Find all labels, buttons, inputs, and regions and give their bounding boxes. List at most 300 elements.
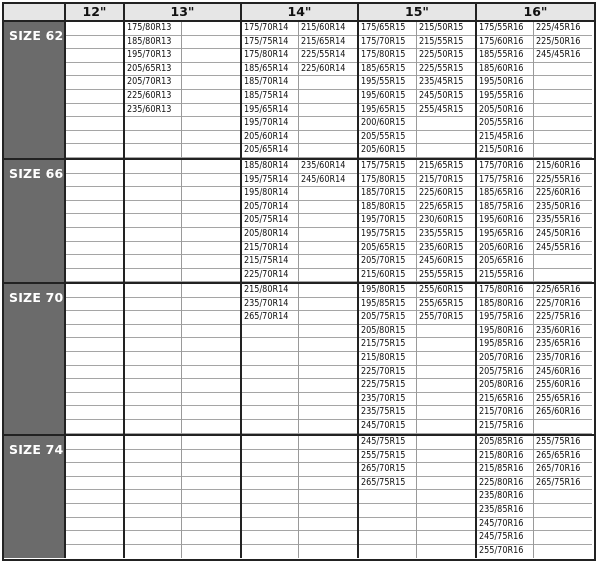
tire-size-cell	[125, 76, 181, 90]
empty-cell	[417, 352, 475, 366]
tire-size-text: 225/60R16	[536, 187, 581, 199]
tire-size-cell	[534, 284, 592, 298]
tire-size-text: 215/70R14	[244, 241, 289, 253]
empty-cell	[66, 450, 123, 464]
tire-size-text: 205/70R14	[244, 200, 289, 212]
empty-cell	[66, 201, 123, 215]
tire-size-cell	[242, 36, 298, 50]
tire-size-cell	[534, 379, 592, 393]
tire-size-cell	[242, 284, 298, 298]
empty-cell	[299, 463, 357, 477]
tire-size-text: 195/75R16	[479, 311, 524, 323]
column-12in	[66, 160, 125, 282]
tire-size-text: 245/60R16	[536, 365, 581, 377]
tire-size-cell	[242, 255, 298, 269]
tire-size-cell	[299, 63, 357, 77]
empty-cell	[182, 406, 240, 420]
column-16in	[477, 22, 594, 158]
empty-cell	[182, 504, 240, 518]
tire-size-cell	[477, 406, 533, 420]
tire-size-cell	[359, 406, 416, 420]
empty-cell	[359, 490, 416, 504]
tire-size-text: 175/70R14	[244, 22, 289, 33]
empty-cell	[417, 531, 475, 545]
empty-cell	[299, 255, 357, 269]
tire-size-text: 235/75R15	[361, 406, 406, 418]
empty-cell	[125, 545, 181, 559]
tire-size-cell	[242, 49, 298, 63]
tire-size-text: 205/80R14	[244, 228, 289, 239]
empty-cell	[242, 436, 298, 450]
tire-size-cell	[534, 36, 592, 50]
empty-cell	[534, 104, 592, 118]
tire-size-cell	[534, 338, 592, 352]
empty-cell	[534, 545, 592, 559]
tire-size-cell	[477, 490, 533, 504]
tire-size-cell	[417, 90, 475, 104]
empty-cell	[182, 463, 240, 477]
column-12in	[66, 284, 125, 434]
tire-size-text: 175/75R14	[244, 35, 289, 47]
sub-column	[242, 160, 299, 282]
empty-cell	[66, 518, 123, 532]
sub-column	[299, 22, 357, 158]
tire-size-cell	[477, 160, 533, 174]
tire-size-cell	[359, 420, 416, 434]
tire-size-cell	[417, 174, 475, 188]
tire-size-cell	[299, 36, 357, 50]
empty-cell	[242, 531, 298, 545]
empty-cell	[125, 450, 181, 464]
sub-column	[477, 160, 534, 282]
tire-size-text: 235/65R16	[536, 338, 581, 350]
tire-size-cell	[299, 160, 357, 174]
empty-cell	[66, 311, 123, 325]
sub-column	[534, 160, 592, 282]
empty-cell	[125, 338, 181, 352]
tire-size-cell	[359, 393, 416, 407]
tire-size-cell	[417, 242, 475, 256]
tire-size-cell	[534, 393, 592, 407]
empty-cell	[534, 144, 592, 158]
empty-cell	[242, 545, 298, 559]
header-row	[4, 4, 594, 22]
empty-cell	[299, 325, 357, 339]
empty-cell	[182, 298, 240, 312]
empty-cell	[299, 311, 357, 325]
tire-size-text: 235/70R16	[536, 352, 581, 363]
empty-cell	[299, 420, 357, 434]
empty-cell	[66, 76, 123, 90]
empty-cell	[299, 298, 357, 312]
empty-cell	[182, 436, 240, 450]
tire-size-text: 235/45R15	[419, 76, 464, 88]
column-12in	[66, 436, 125, 558]
tire-size-cell	[242, 160, 298, 174]
tire-size-text: 215/60R16	[536, 160, 581, 171]
tire-size-text: 255/65R15	[419, 297, 464, 309]
empty-cell	[299, 187, 357, 201]
empty-cell	[417, 379, 475, 393]
tire-size-cell	[477, 366, 533, 380]
size-label: SIZE 66	[9, 166, 64, 181]
empty-cell	[125, 144, 181, 158]
tire-size-text: 185/80R16	[479, 297, 524, 309]
tire-size-text: 255/75R15	[361, 449, 406, 461]
tire-size-cell	[242, 131, 298, 145]
tire-size-text: 205/75R15	[361, 311, 406, 323]
tire-size-cell	[534, 242, 592, 256]
tire-size-text: 195/85R16	[479, 338, 524, 350]
tire-size-text: 225/60R15	[419, 187, 464, 199]
tire-size-cell	[242, 90, 298, 104]
sub-column	[417, 284, 475, 434]
tire-size-cell	[477, 463, 533, 477]
empty-cell	[417, 406, 475, 420]
tire-size-text: 205/65R13	[127, 62, 172, 74]
tire-size-text: 195/60R15	[361, 90, 406, 101]
tire-size-cell	[125, 104, 181, 118]
empty-cell	[182, 160, 240, 174]
tire-size-text: 235/55R16	[536, 214, 581, 226]
empty-cell	[66, 269, 123, 283]
sub-column	[477, 436, 534, 558]
empty-cell	[125, 325, 181, 339]
tire-size-cell	[242, 228, 298, 242]
tire-size-text: 175/70R15	[361, 35, 406, 47]
empty-cell	[299, 76, 357, 90]
empty-cell	[534, 63, 592, 77]
tire-size-text: 205/75R14	[244, 214, 289, 226]
column-14in	[242, 160, 359, 282]
tire-size-text: 215/75R14	[244, 255, 289, 267]
empty-cell	[182, 63, 240, 77]
empty-cell	[66, 298, 123, 312]
empty-cell	[299, 393, 357, 407]
empty-cell	[182, 393, 240, 407]
column-13in	[125, 436, 242, 558]
tire-size-text: 235/50R16	[536, 200, 581, 212]
tire-size-text: 195/65R14	[244, 103, 289, 115]
tire-size-text: 195/60R16	[479, 214, 524, 226]
empty-cell	[66, 131, 123, 145]
tire-size-text: 215/60R14	[301, 22, 346, 33]
tire-size-text: 205/60R16	[479, 241, 524, 253]
tire-size-cell	[359, 131, 416, 145]
tire-size-cell	[359, 436, 416, 450]
empty-cell	[125, 160, 181, 174]
empty-cell	[242, 450, 298, 464]
tire-size-cell	[359, 311, 416, 325]
sub-column	[242, 436, 299, 558]
empty-cell	[299, 214, 357, 228]
tire-size-cell	[417, 228, 475, 242]
tire-size-cell	[359, 338, 416, 352]
empty-cell	[66, 406, 123, 420]
tire-size-cell	[125, 90, 181, 104]
tire-size-cell	[359, 174, 416, 188]
sub-column	[125, 284, 182, 434]
size-label: SIZE 62	[9, 28, 64, 43]
tire-size-text: 205/65R14	[244, 144, 289, 156]
empty-cell	[182, 311, 240, 325]
empty-cell	[299, 518, 357, 532]
sub-column	[66, 284, 123, 434]
empty-cell	[299, 90, 357, 104]
empty-cell	[66, 160, 123, 174]
tire-size-cell	[477, 420, 533, 434]
empty-cell	[182, 242, 240, 256]
empty-cell	[66, 436, 123, 450]
empty-cell	[417, 490, 475, 504]
tire-size-cell	[477, 214, 533, 228]
empty-cell	[299, 201, 357, 215]
empty-cell	[359, 518, 416, 532]
sub-column	[66, 160, 123, 282]
tire-size-cell	[417, 160, 475, 174]
tire-size-text: 185/80R15	[361, 200, 406, 212]
tire-size-cell	[359, 104, 416, 118]
tire-size-cell	[477, 450, 533, 464]
tire-size-cell	[477, 104, 533, 118]
tire-size-text: 230/60R15	[419, 214, 464, 226]
empty-cell	[182, 131, 240, 145]
empty-cell	[299, 144, 357, 158]
header-corner	[4, 4, 66, 20]
tire-size-cell	[477, 298, 533, 312]
tire-size-cell	[359, 201, 416, 215]
sub-column	[534, 22, 592, 158]
tire-size-cell	[477, 63, 533, 77]
tire-size-cell	[242, 311, 298, 325]
tire-size-cell	[417, 76, 475, 90]
empty-cell	[534, 255, 592, 269]
column-14in	[242, 436, 359, 558]
empty-cell	[182, 22, 240, 36]
empty-cell	[182, 174, 240, 188]
tire-size-text: 205/55R15	[361, 130, 406, 142]
empty-cell	[125, 366, 181, 380]
empty-cell	[182, 36, 240, 50]
empty-cell	[242, 352, 298, 366]
empty-cell	[359, 504, 416, 518]
tire-size-text: 195/65R15	[361, 103, 406, 115]
tire-size-cell	[359, 269, 416, 283]
tire-size-cell	[417, 298, 475, 312]
tire-size-text: 195/50R16	[479, 76, 524, 88]
tire-size-text: 215/85R16	[479, 463, 524, 475]
tire-size-cell	[359, 352, 416, 366]
size-label-cell	[4, 284, 66, 434]
empty-cell	[125, 490, 181, 504]
tire-size-cell	[534, 436, 592, 450]
empty-cell	[534, 490, 592, 504]
empty-cell	[125, 531, 181, 545]
empty-cell	[66, 284, 123, 298]
empty-cell	[182, 187, 240, 201]
tire-size-text: 205/60R14	[244, 130, 289, 142]
tire-size-text: 205/50R16	[479, 103, 524, 115]
empty-cell	[182, 269, 240, 283]
tire-size-text: 265/60R16	[536, 406, 581, 418]
tire-size-cell	[359, 63, 416, 77]
tire-size-text: 195/65R16	[479, 228, 524, 239]
empty-cell	[125, 117, 181, 131]
tire-size-cell	[477, 187, 533, 201]
tire-size-text: 215/65R15	[419, 160, 464, 171]
empty-cell	[182, 117, 240, 131]
empty-cell	[125, 393, 181, 407]
tire-size-text: 185/65R16	[479, 187, 524, 199]
empty-cell	[125, 436, 181, 450]
empty-cell	[66, 187, 123, 201]
tire-size-cell	[534, 298, 592, 312]
tire-size-cell	[359, 187, 416, 201]
tire-size-cell	[534, 477, 592, 491]
empty-cell	[534, 518, 592, 532]
empty-cell	[534, 131, 592, 145]
tire-size-cell	[477, 174, 533, 188]
empty-cell	[66, 255, 123, 269]
empty-cell	[125, 174, 181, 188]
tire-size-cell	[534, 214, 592, 228]
header-16in: 16"	[523, 4, 548, 19]
tire-size-cell	[359, 160, 416, 174]
tire-size-cell	[477, 117, 533, 131]
size-label-cell	[4, 436, 66, 558]
column-13in	[125, 160, 242, 282]
tire-size-cell	[417, 255, 475, 269]
sub-column	[534, 436, 592, 558]
sub-column	[242, 284, 299, 434]
tire-size-text: 185/65R14	[244, 62, 289, 74]
sub-column	[417, 160, 475, 282]
tire-size-cell	[477, 90, 533, 104]
tire-size-cell	[534, 187, 592, 201]
tire-size-cell	[242, 22, 298, 36]
tire-size-text: 215/65R14	[301, 35, 346, 47]
empty-cell	[299, 366, 357, 380]
empty-cell	[417, 518, 475, 532]
tire-size-text: 225/55R14	[301, 49, 346, 61]
empty-cell	[242, 393, 298, 407]
empty-cell	[66, 420, 123, 434]
tire-size-text: 195/85R15	[361, 297, 406, 309]
column-16in	[477, 436, 594, 558]
tire-size-text: 175/75R15	[361, 160, 406, 171]
tire-size-text: 215/60R15	[361, 268, 406, 280]
tire-size-cell	[417, 187, 475, 201]
tire-size-text: 200/60R15	[361, 117, 406, 129]
empty-cell	[66, 379, 123, 393]
empty-cell	[182, 90, 240, 104]
empty-cell	[299, 545, 357, 559]
sub-column	[359, 436, 417, 558]
empty-cell	[417, 504, 475, 518]
sub-column	[182, 436, 240, 558]
tire-size-text: 245/70R15	[361, 420, 406, 431]
tire-size-text: 255/55R15	[419, 268, 464, 280]
empty-cell	[359, 545, 416, 559]
empty-cell	[242, 490, 298, 504]
tire-size-text: 235/80R16	[479, 490, 524, 502]
section-size-74	[4, 436, 594, 558]
empty-cell	[182, 352, 240, 366]
tire-size-text: 255/60R16	[536, 379, 581, 391]
tire-size-cell	[359, 255, 416, 269]
tire-size-text: 235/70R14	[244, 297, 289, 309]
tire-size-text: 245/75R15	[361, 436, 406, 447]
empty-cell	[66, 545, 123, 559]
empty-cell	[299, 406, 357, 420]
empty-cell	[182, 76, 240, 90]
tire-size-cell	[242, 242, 298, 256]
tire-size-text: 205/60R15	[361, 144, 406, 156]
tire-size-cell	[242, 63, 298, 77]
empty-cell	[417, 420, 475, 434]
empty-cell	[417, 366, 475, 380]
sub-column	[182, 284, 240, 434]
tire-size-cell	[359, 298, 416, 312]
empty-cell	[359, 531, 416, 545]
tire-size-text: 265/75R16	[536, 476, 581, 488]
tire-size-cell	[125, 22, 181, 36]
tire-size-text: 225/75R15	[361, 379, 406, 391]
tire-size-cell	[242, 117, 298, 131]
tire-size-cell	[477, 436, 533, 450]
tire-size-cell	[477, 379, 533, 393]
tire-size-cell	[417, 63, 475, 77]
column-15in	[359, 284, 477, 434]
sub-column	[125, 22, 182, 158]
tire-size-cell	[359, 76, 416, 90]
tire-size-cell	[242, 269, 298, 283]
empty-cell	[66, 174, 123, 188]
tire-size-text: 195/80R16	[479, 324, 524, 336]
tire-size-text: 255/70R16	[479, 544, 524, 556]
tire-size-text: 195/80R14	[244, 187, 289, 199]
header-14in: 14"	[242, 4, 359, 20]
tire-size-text: 185/80R13	[127, 35, 172, 47]
sub-column	[477, 22, 534, 158]
column-13in	[125, 284, 242, 434]
column-15in	[359, 436, 477, 558]
sub-column	[534, 284, 592, 434]
tire-size-text: 215/45R16	[479, 130, 524, 142]
tire-size-text: 255/60R15	[419, 284, 464, 295]
tire-size-text: 185/60R16	[479, 62, 524, 74]
tire-size-cell	[242, 201, 298, 215]
empty-cell	[66, 214, 123, 228]
tire-size-text: 245/75R16	[479, 531, 524, 543]
empty-cell	[182, 144, 240, 158]
tire-size-text: 175/80R15	[361, 173, 406, 185]
empty-cell	[182, 490, 240, 504]
column-16in	[477, 160, 594, 282]
tire-size-text: 175/80R16	[479, 284, 524, 295]
empty-cell	[299, 352, 357, 366]
tire-size-text: 205/75R16	[479, 365, 524, 377]
empty-cell	[125, 201, 181, 215]
empty-cell	[182, 338, 240, 352]
tire-size-cell	[359, 477, 416, 491]
empty-cell	[66, 504, 123, 518]
tire-size-text: 175/75R16	[479, 173, 524, 185]
tire-size-text: 265/65R16	[536, 449, 581, 461]
tire-size-text: 245/45R16	[536, 49, 581, 61]
tire-size-text: 215/70R16	[479, 406, 524, 418]
tire-size-cell	[477, 144, 533, 158]
